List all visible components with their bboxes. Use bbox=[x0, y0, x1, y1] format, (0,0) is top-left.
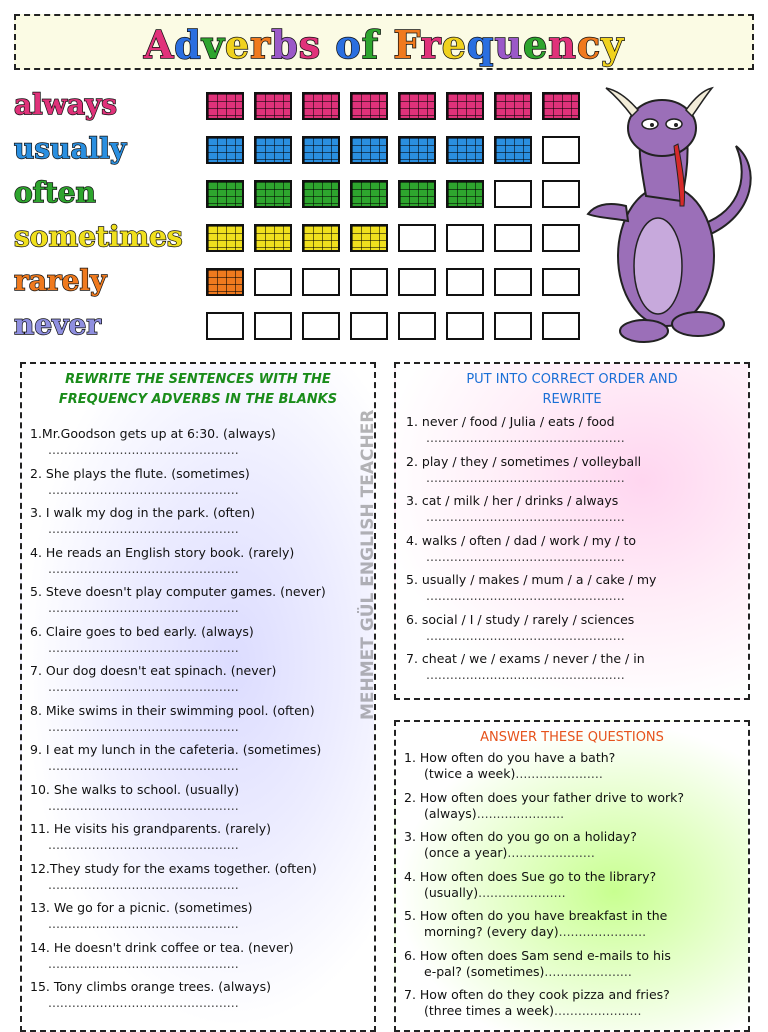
question-text: 5. How often do you have breakfast in the bbox=[404, 908, 668, 923]
answer-blank-line[interactable]: ................................................ bbox=[48, 718, 239, 734]
title-letter bbox=[321, 22, 335, 67]
watermark-text: MEHMET GÜL ENGLISH TEACHER bbox=[358, 409, 378, 720]
filled-brick-cell bbox=[254, 136, 292, 164]
title-letter bbox=[379, 22, 393, 67]
question-cue: (always) bbox=[424, 805, 477, 821]
empty-cell bbox=[302, 268, 340, 296]
answer-section bbox=[394, 720, 750, 1032]
title-letter: s bbox=[298, 22, 322, 67]
title-letter: A bbox=[143, 22, 175, 67]
rewrite-item bbox=[30, 940, 294, 972]
order-words: 7. cheat / we / exams / never / the / in bbox=[406, 651, 645, 666]
title-banner bbox=[14, 14, 754, 70]
rewrite-heading bbox=[22, 370, 374, 410]
title-letter: o bbox=[335, 22, 362, 67]
order-item bbox=[406, 612, 634, 644]
filled-brick-cell bbox=[446, 136, 484, 164]
rewrite-sentence: 6. Claire goes to bed early. (always) bbox=[30, 623, 254, 639]
worksheet-title bbox=[16, 22, 752, 67]
empty-cell bbox=[398, 268, 436, 296]
filled-brick-cell bbox=[254, 224, 292, 252]
title-letter: F bbox=[393, 22, 421, 67]
title-letter: d bbox=[174, 22, 202, 67]
filled-brick-cell bbox=[398, 136, 436, 164]
dragon-illustration bbox=[586, 86, 756, 346]
filled-brick-cell bbox=[398, 180, 436, 208]
empty-cell bbox=[254, 268, 292, 296]
rewrite-sentence: 3. I walk my dog in the park. (often) bbox=[30, 505, 256, 520]
title-letter: c bbox=[576, 22, 602, 67]
question-item bbox=[404, 829, 744, 861]
empty-cell bbox=[542, 180, 580, 208]
order-item bbox=[406, 493, 625, 525]
rewrite-item bbox=[30, 979, 271, 1011]
filled-brick-cell bbox=[446, 180, 484, 208]
answer-blank-line[interactable]: ................................................ bbox=[48, 600, 239, 615]
empty-cell bbox=[446, 224, 484, 252]
empty-cell bbox=[542, 224, 580, 252]
answer-blank-line[interactable]: ...................... bbox=[478, 884, 566, 900]
filled-brick-cell bbox=[494, 92, 532, 120]
answer-heading: ANSWER THESE QUESTIONS bbox=[480, 730, 664, 745]
filled-brick-cell bbox=[302, 136, 340, 164]
empty-cell bbox=[302, 312, 340, 340]
title-letter: u bbox=[494, 22, 524, 67]
question-text: 1. How often do you have a bath? bbox=[404, 750, 616, 765]
rewrite-sentence: 7. Our dog doesn't eat spinach. (never) bbox=[30, 663, 277, 678]
empty-cell bbox=[542, 136, 580, 164]
frequency-word: sometimes bbox=[14, 220, 183, 253]
title-letter: r bbox=[250, 22, 272, 67]
filled-brick-cell bbox=[350, 180, 388, 208]
order-item bbox=[406, 533, 636, 565]
answer-blank-line[interactable]: ...................... bbox=[558, 924, 647, 939]
rewrite-item bbox=[30, 426, 276, 458]
empty-cell bbox=[398, 312, 436, 340]
answer-blank-line[interactable]: .................................................. bbox=[426, 627, 625, 643]
rewrite-sentence: 13. We go for a picnic. (sometimes) bbox=[30, 900, 253, 915]
filled-brick-cell bbox=[206, 92, 244, 120]
question-answer-line bbox=[404, 964, 744, 980]
frequency-row-rarely bbox=[14, 264, 594, 300]
question-cue: (three times a week) bbox=[424, 1003, 554, 1018]
rewrite-sentence: 1.Mr.Goodson gets up at 6:30. (always) bbox=[30, 426, 276, 441]
order-heading-line1: PUT INTO CORRECT ORDER AND bbox=[466, 372, 678, 387]
rewrite-item bbox=[30, 900, 253, 932]
empty-cell bbox=[350, 312, 388, 340]
rewrite-sentence: 14. He doesn't drink coffee or tea. (never) bbox=[30, 939, 294, 955]
question-cue: morning? (every day) bbox=[424, 924, 559, 939]
rewrite-item bbox=[30, 861, 317, 893]
order-words: 5. usually / makes / mum / a / cake / my bbox=[406, 572, 657, 587]
filled-brick-cell bbox=[542, 92, 580, 120]
order-item bbox=[406, 651, 645, 683]
answer-blank-line[interactable]: ................................................ bbox=[48, 481, 239, 497]
filled-brick-cell bbox=[206, 180, 244, 208]
rewrite-heading-line2: FREQUENCY ADVERBS IN THE BLANKS bbox=[58, 392, 338, 407]
question-text: 2. How often does your father drive to work? bbox=[404, 789, 684, 805]
order-words: 6. social / I / study / rarely / sciences bbox=[406, 611, 635, 627]
empty-cell bbox=[398, 224, 436, 252]
frequency-row-sometimes bbox=[14, 220, 594, 256]
question-text: 4. How often does Sue go to the library? bbox=[404, 868, 657, 884]
answer-blank-line[interactable]: .................................................. bbox=[426, 509, 625, 524]
frequency-row-always bbox=[14, 88, 594, 124]
answer-blank-line[interactable]: ................................................ bbox=[48, 679, 239, 694]
empty-cell bbox=[542, 312, 580, 340]
order-words: 4. walks / often / dad / work / my / to bbox=[406, 532, 637, 548]
title-letter: e bbox=[441, 22, 467, 67]
rewrite-sentence: 2. She plays the flute. (sometimes) bbox=[30, 465, 250, 481]
question-item bbox=[404, 987, 744, 1019]
frequency-word: never bbox=[14, 308, 102, 341]
title-letter: e bbox=[523, 22, 549, 67]
question-cue: (once a year) bbox=[424, 845, 508, 860]
question-answer-line bbox=[404, 766, 744, 782]
filled-brick-cell bbox=[398, 92, 436, 120]
order-item bbox=[406, 454, 641, 486]
frequency-word: always bbox=[14, 88, 118, 121]
question-answer-line bbox=[404, 806, 744, 822]
answer-blank-line[interactable]: ................................................ bbox=[48, 560, 239, 576]
order-heading-line2: REWRITE bbox=[542, 392, 602, 407]
order-words: 2. play / they / sometimes / volleyball bbox=[406, 453, 642, 469]
question-item bbox=[404, 908, 744, 940]
filled-brick-cell bbox=[302, 180, 340, 208]
order-item bbox=[406, 414, 625, 446]
question-answer-line bbox=[404, 1003, 744, 1019]
title-letter: v bbox=[201, 22, 225, 67]
title-letter: f bbox=[361, 22, 380, 67]
question-text: 3. How often do you go on a holiday? bbox=[404, 829, 637, 844]
frequency-row-never bbox=[14, 308, 594, 344]
answer-blank-line[interactable]: ...................... bbox=[554, 1003, 642, 1018]
answer-blank-line[interactable]: ...................... bbox=[544, 963, 632, 979]
rewrite-sentence: 4. He reads an English story book. (rarely) bbox=[30, 544, 295, 560]
answer-blank-line[interactable]: .................................................. bbox=[426, 469, 625, 485]
filled-brick-cell bbox=[494, 136, 532, 164]
answer-blank-line[interactable]: ................................................ bbox=[48, 758, 239, 773]
title-letter: q bbox=[466, 22, 495, 67]
title-letter: b bbox=[271, 22, 299, 67]
empty-cell bbox=[206, 312, 244, 340]
answer-blank-line[interactable]: ...................... bbox=[476, 805, 565, 821]
rewrite-item bbox=[30, 505, 255, 537]
answer-blank-line[interactable]: ................................................ bbox=[48, 995, 239, 1010]
order-words: 3. cat / milk / her / drinks / always bbox=[406, 493, 619, 508]
order-section bbox=[394, 362, 750, 700]
filled-brick-cell bbox=[254, 92, 292, 120]
filled-brick-cell bbox=[206, 268, 244, 296]
answer-blank-line[interactable]: ...................... bbox=[515, 766, 603, 781]
filled-brick-cell bbox=[206, 136, 244, 164]
watermark bbox=[356, 409, 380, 720]
frequency-word: often bbox=[14, 176, 96, 209]
frequency-row-often bbox=[14, 176, 594, 212]
frequency-word: usually bbox=[14, 132, 127, 165]
answer-blank-line[interactable]: ................................................ bbox=[48, 955, 239, 971]
filled-brick-cell bbox=[302, 92, 340, 120]
answer-blank-line[interactable]: ................................................ bbox=[48, 521, 239, 536]
rewrite-item bbox=[30, 584, 326, 616]
rewrite-sentence: 5. Steve doesn't play computer games. (never) bbox=[30, 584, 326, 599]
filled-brick-cell bbox=[254, 180, 292, 208]
answer-blank-line[interactable]: ................................................ bbox=[48, 639, 239, 655]
question-cue: (twice a week) bbox=[424, 766, 516, 781]
rewrite-sentence: 9. I eat my lunch in the cafeteria. (sometimes) bbox=[30, 742, 322, 757]
filled-brick-cell bbox=[302, 224, 340, 252]
filled-brick-cell bbox=[446, 92, 484, 120]
question-answer-line bbox=[404, 924, 744, 940]
frequency-word: rarely bbox=[14, 264, 107, 297]
question-text: 7. How often do they cook pizza and fries? bbox=[404, 987, 670, 1002]
rewrite-item bbox=[30, 663, 276, 695]
question-cue: e-pal? (sometimes) bbox=[424, 963, 545, 979]
question-item bbox=[404, 750, 744, 782]
empty-cell bbox=[446, 268, 484, 296]
answer-blank-line[interactable]: ................................................ bbox=[48, 837, 239, 852]
question-answer-line bbox=[404, 845, 744, 861]
order-words: 1. never / food / Julia / eats / food bbox=[406, 414, 615, 429]
empty-cell bbox=[494, 268, 532, 296]
question-item bbox=[404, 790, 744, 822]
rewrite-item bbox=[30, 742, 321, 774]
empty-cell bbox=[446, 312, 484, 340]
filled-brick-cell bbox=[350, 224, 388, 252]
rewrite-sentence: 11. He visits his grandparents. (rarely) bbox=[30, 821, 272, 836]
rewrite-heading-line1: REWRITE THE SENTENCES WITH THE bbox=[65, 372, 331, 387]
frequency-row-usually bbox=[14, 132, 594, 168]
title-letter: y bbox=[601, 22, 625, 67]
empty-cell bbox=[350, 268, 388, 296]
rewrite-item bbox=[30, 703, 315, 735]
empty-cell bbox=[494, 224, 532, 252]
rewrite-sentence: 8. Mike swims in their swimming pool. (often) bbox=[30, 702, 315, 718]
filled-brick-cell bbox=[206, 224, 244, 252]
rewrite-item bbox=[30, 782, 239, 814]
title-letter: e bbox=[224, 22, 251, 67]
answer-blank-line[interactable]: ................................................ bbox=[48, 876, 239, 892]
filled-brick-cell bbox=[350, 136, 388, 164]
title-letter: r bbox=[420, 22, 442, 67]
empty-cell bbox=[542, 268, 580, 296]
question-answer-line bbox=[404, 885, 744, 901]
question-item bbox=[404, 948, 744, 980]
order-heading bbox=[396, 370, 748, 410]
answer-blank-line[interactable]: .................................................. bbox=[426, 667, 625, 682]
rewrite-item bbox=[30, 545, 294, 577]
rewrite-sentence: 15. Tony climbs orange trees. (always) bbox=[30, 979, 271, 994]
rewrite-item bbox=[30, 624, 254, 656]
question-text: 6. How often does Sam send e-mails to his bbox=[404, 947, 671, 963]
empty-cell bbox=[494, 312, 532, 340]
answer-blank-line[interactable]: .................................................. bbox=[426, 430, 625, 445]
title-letter: n bbox=[548, 22, 577, 67]
answer-blank-line[interactable]: ...................... bbox=[507, 845, 595, 860]
answer-blank-line[interactable]: .................................................. bbox=[426, 588, 625, 603]
answer-blank-line[interactable]: .................................................. bbox=[426, 548, 625, 564]
rewrite-section bbox=[20, 362, 376, 1032]
question-item bbox=[404, 869, 744, 901]
answer-blank-line[interactable]: ................................................ bbox=[48, 916, 239, 931]
rewrite-item bbox=[30, 466, 250, 498]
rewrite-item bbox=[30, 821, 271, 853]
answer-blank-line[interactable]: ................................................ bbox=[48, 797, 239, 813]
empty-cell bbox=[254, 312, 292, 340]
rewrite-sentence: 10. She walks to school. (usually) bbox=[30, 781, 240, 797]
answer-blank-line[interactable]: ................................................ bbox=[48, 442, 239, 457]
empty-cell bbox=[494, 180, 532, 208]
question-cue: (usually) bbox=[424, 884, 479, 900]
order-item bbox=[406, 572, 656, 604]
rewrite-sentence: 12.They study for the exams together. (often) bbox=[30, 860, 317, 876]
filled-brick-cell bbox=[350, 92, 388, 120]
